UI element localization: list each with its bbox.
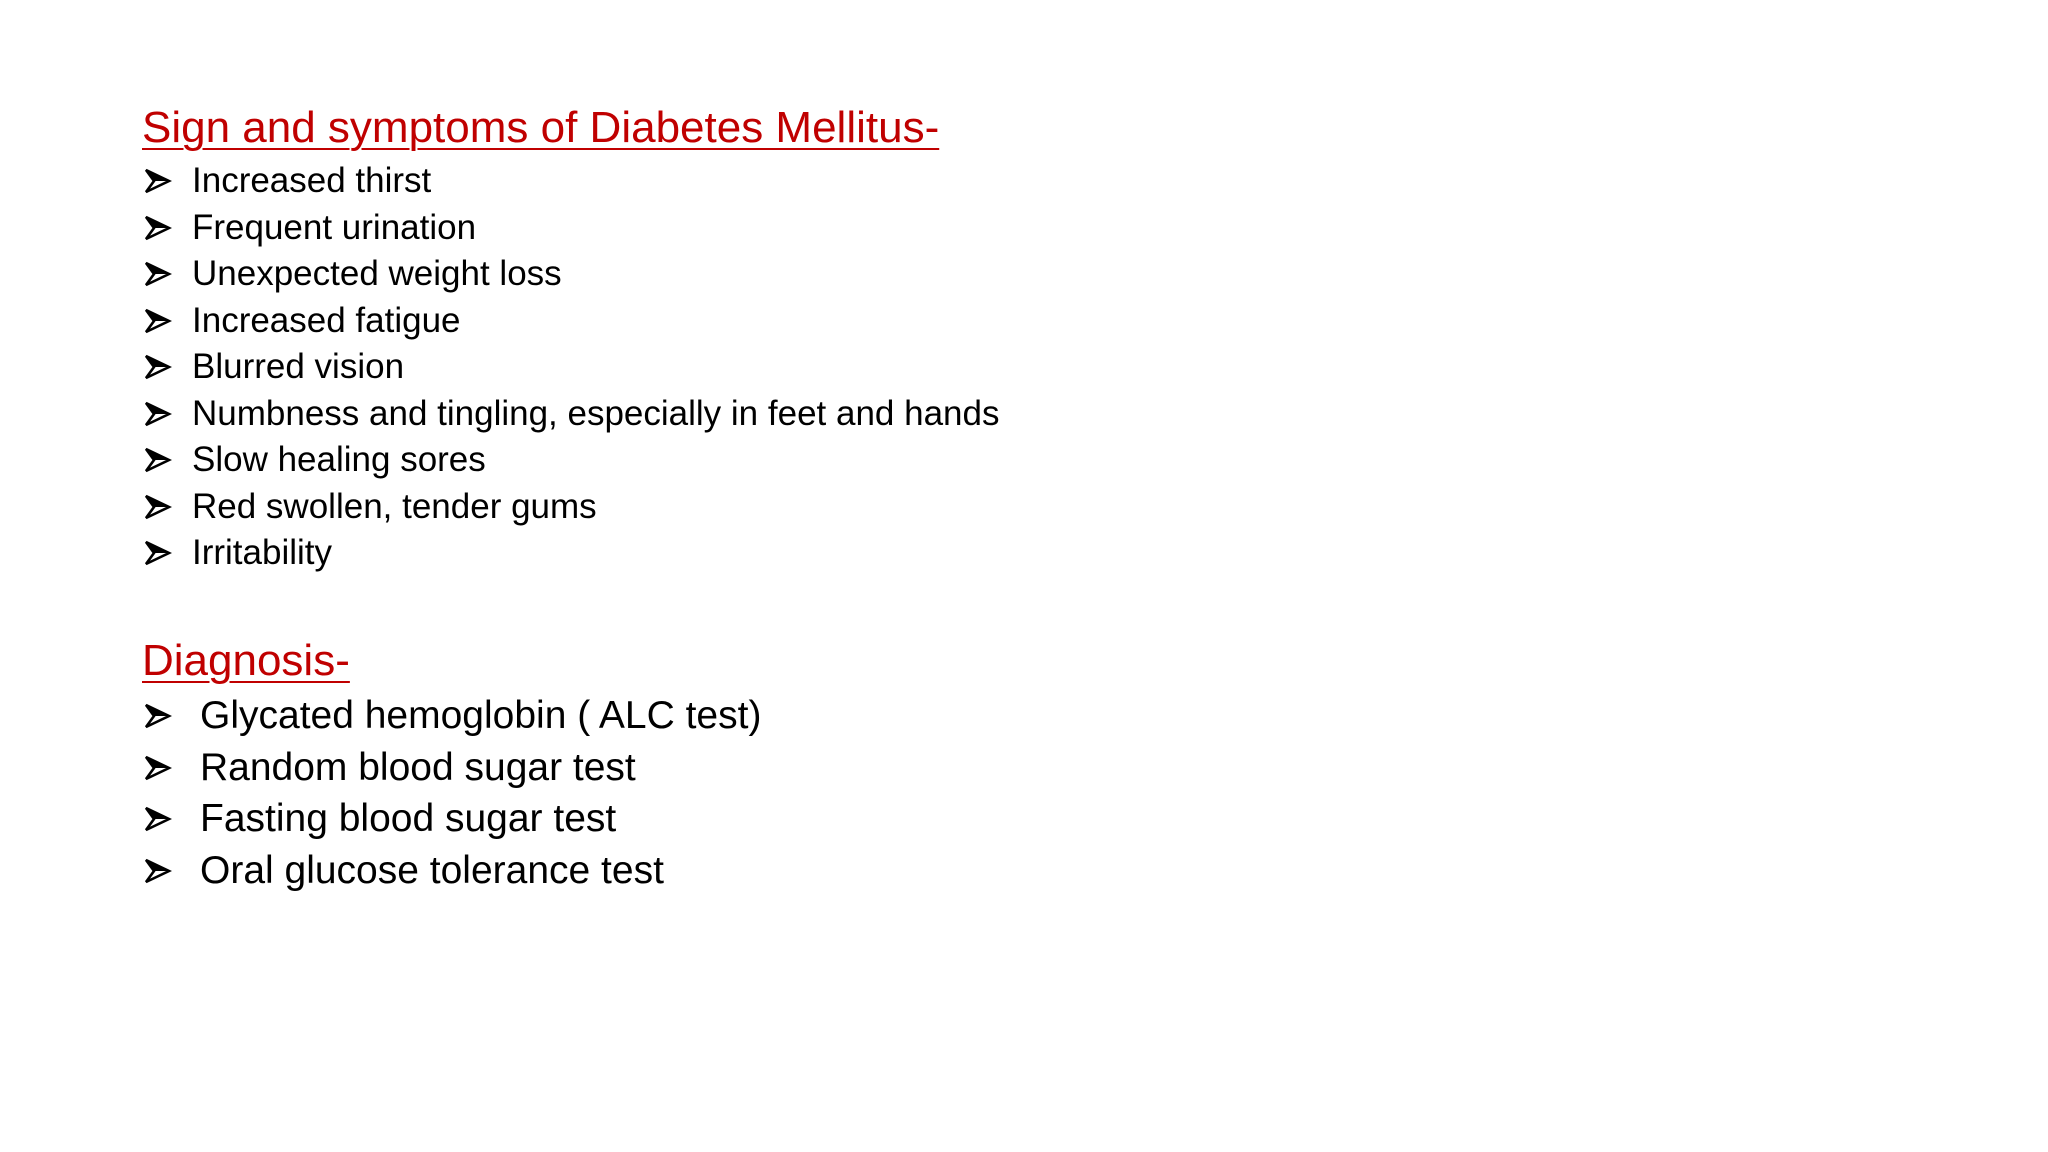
symptom-text: Blurred vision	[192, 347, 405, 387]
arrowhead-bullet-icon	[142, 538, 172, 568]
arrowhead-bullet-icon	[142, 856, 172, 886]
diagnosis-heading: Diagnosis-	[142, 635, 350, 685]
arrowhead-bullet-icon	[142, 306, 172, 336]
slide-content	[142, 98, 1642, 897]
symptoms-heading: Sign and symptoms of Diabetes Mellitus-	[142, 103, 940, 152]
list-item	[142, 845, 1642, 897]
diagnosis-text: Fasting blood sugar test	[200, 797, 617, 841]
arrowhead-bullet-icon	[142, 492, 172, 522]
symptom-text: Irritability	[192, 533, 333, 573]
arrowhead-bullet-icon	[142, 399, 172, 429]
list-item	[142, 794, 1642, 846]
list-item	[142, 742, 1642, 794]
list-item	[142, 298, 1642, 345]
arrowhead-bullet-icon	[142, 701, 172, 731]
symptom-text: Increased fatigue	[192, 300, 461, 340]
symptom-text: Frequent urination	[192, 207, 477, 247]
diagnosis-text: Glycated hemoglobin ( ALC test)	[200, 694, 762, 738]
symptom-text: Unexpected weight loss	[192, 254, 562, 294]
list-item	[142, 344, 1642, 391]
symptom-text: Increased thirst	[192, 161, 432, 201]
diagnosis-text: Oral glucose tolerance test	[200, 848, 664, 892]
arrowhead-bullet-icon	[142, 804, 172, 834]
symptoms-list	[142, 158, 1642, 577]
list-item	[142, 484, 1642, 531]
list-item	[142, 391, 1642, 438]
arrowhead-bullet-icon	[142, 352, 172, 382]
arrowhead-bullet-icon	[142, 259, 172, 289]
list-item	[142, 691, 1642, 743]
symptom-text: Slow healing sores	[192, 440, 486, 480]
list-item	[142, 205, 1642, 252]
diagnosis-list	[142, 691, 1642, 897]
symptom-text: Red swollen, tender gums	[192, 486, 597, 526]
arrowhead-bullet-icon	[142, 445, 172, 475]
list-item	[142, 530, 1642, 577]
arrowhead-bullet-icon	[142, 213, 172, 243]
list-item	[142, 251, 1642, 298]
list-item	[142, 437, 1642, 484]
arrowhead-bullet-icon	[142, 166, 172, 196]
list-item	[142, 158, 1642, 205]
symptom-text: Numbness and tingling, especially in feet and hands	[192, 393, 1000, 433]
diagnosis-text: Random blood sugar test	[200, 745, 636, 789]
arrowhead-bullet-icon	[142, 753, 172, 783]
